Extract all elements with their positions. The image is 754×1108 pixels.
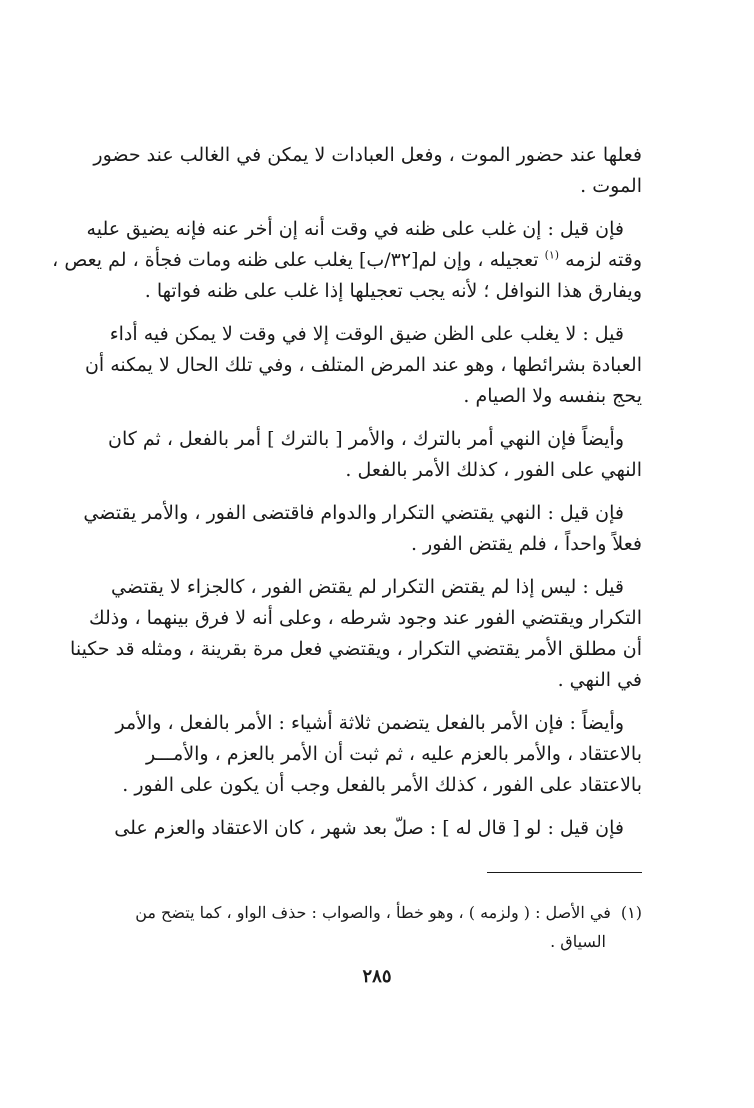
text-line: بالاعتقاد على الفور ، كذلك الأمر بالفعل وجب أن يكون على الفور . [122, 774, 642, 796]
text-line: قيل : ليس إذا لم يقتض التكرار لم يقتض الفور ، كالجزاء لا يقتضي [111, 576, 624, 598]
paragraph-7 [116, 708, 642, 801]
footnote-line: السياق . [550, 932, 606, 951]
paragraph-4 [108, 424, 642, 486]
footnote-separator [487, 872, 642, 873]
page-number: ٢٨٥ [362, 966, 392, 987]
main-text [52, 140, 642, 856]
text-line: النهي على الفور ، كذلك الأمر بالفعل . [345, 459, 642, 481]
text-line: الموت . [580, 175, 642, 197]
paragraph-2 [52, 214, 642, 307]
text-line: فعلها عند حضور الموت ، وفعل العبادات لا يمكن في الغالب عند حضور [93, 144, 642, 166]
text-line: بالاعتقاد ، والأمر بالعزم عليه ، ثم ثبت أن الأمر بالعزم ، والأمـــر [145, 743, 642, 765]
text-line: وأيضاً فإن النهي أمر بالترك ، والأمر [ بالترك ] أمر بالفعل ، ثم كان [108, 428, 624, 450]
paragraph-1 [93, 140, 642, 202]
text-line: فإن قيل : لو [ قال له ] : صلّ بعد شهر ، كان الاعتقاد والعزم على [114, 817, 624, 839]
text-line: أن مطلق الأمر يقتضي التكرار ، ويقتضي فعل مرة بقرينة ، ومثله قد حكينا [70, 638, 642, 660]
paragraph-3 [84, 319, 642, 412]
paragraph-6 [70, 572, 642, 696]
footnote-line [114, 898, 642, 927]
text-line: فإن قيل : إن غلب على ظنه في وقت أنه إن أخر عنه فإنه يضيق عليه [86, 218, 624, 240]
footnote-number: (١) [620, 903, 642, 922]
text-line: فعلاً واحداً ، فلم يقتض الفور . [410, 533, 642, 555]
text-segment: تعجيله ، وإن لم[٣٢/ب] يغلب على ظنه ومات فجأة ، لم يعص ، [52, 249, 539, 271]
footnote-marker: (١) [544, 248, 560, 262]
text-line: التكرار ويقتضي الفور عند وجود شرطه ، وعلى أنه لا فرق بينهما ، وذلك [88, 607, 642, 629]
text-line: قيل : لا يغلب على الظن ضيق الوقت إلا في وقت لا يمكن فيه أداء [109, 323, 624, 345]
text-line: فإن قيل : النهي يقتضي التكرار والدوام فاقتضى الفور ، والأمر يقتضي [83, 502, 624, 524]
text-line: في النهي . [557, 669, 642, 691]
text-line: ويفارق هذا النوافل ؛ لأنه يجب تعجيلها إذا غلب على ظنه فواتها . [144, 280, 642, 302]
text-line [52, 245, 642, 276]
text-line: العبادة بشرائطها ، وهو عند المرض المتلف ، وفي تلك الحال لا يمكنه أن [84, 354, 642, 376]
footnote-text: في الأصل : ( ولزمه ) ، وهو خطأ ، والصواب : حذف الواو ، كما يتضح من [135, 903, 611, 922]
paragraph-8 [116, 813, 642, 844]
paragraph-5 [83, 498, 642, 560]
text-line: يحج بنفسه ولا الصيام . [463, 385, 642, 407]
footnote [114, 898, 642, 956]
text-segment: وقته لزمه [565, 249, 642, 271]
text-line: وأيضاً : فإن الأمر بالفعل يتضمن ثلاثة أشياء : الأمر بالفعل ، والأمر [115, 712, 624, 734]
